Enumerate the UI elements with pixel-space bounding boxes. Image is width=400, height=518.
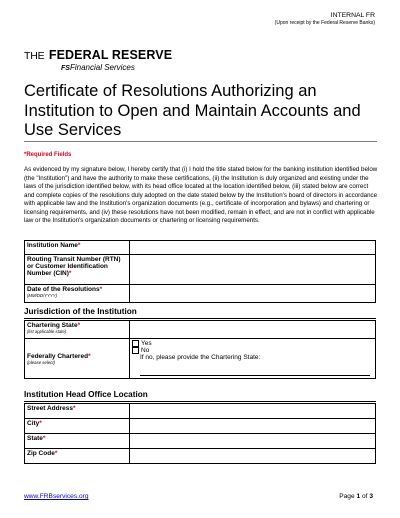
institution-name-label: Institution Name* [25, 241, 130, 255]
jurisdiction-table [24, 320, 376, 379]
city-field[interactable] [130, 419, 376, 434]
title-divider [24, 141, 377, 142]
internal-fr-header [275, 12, 375, 26]
jurisdiction-heading: Jurisdiction of the Institution [24, 307, 137, 316]
zip-code-field[interactable] [130, 449, 376, 464]
no-checkbox[interactable] [132, 347, 139, 354]
required-fields-note: *Required Fields [24, 152, 72, 158]
logo-the: THE [24, 50, 45, 62]
federal-reserve-logo [24, 46, 172, 72]
jurisdiction-rule [24, 318, 376, 319]
yes-label: Yes [141, 340, 152, 348]
page-title: Certificate of Resolutions Authorizing an Institution to Open and Maintain Accounts and Use Services [24, 82, 361, 139]
head-office-rule [24, 401, 376, 402]
state-label: State* [25, 434, 130, 449]
resolution-date-field[interactable] [130, 285, 376, 303]
internal-sublabel: (Upon receipt by the Federal Reserve Banks) [274, 20, 375, 26]
logo-fs-mark: FS [61, 65, 70, 72]
frbservices-link[interactable]: www.FRBservices.org [24, 493, 89, 500]
logo-financial-services: Financial Services [69, 63, 135, 72]
chartering-state-field[interactable] [130, 321, 376, 339]
federally-chartered-label: Federally Chartered* (please select) [25, 339, 130, 379]
chartering-state-line[interactable] [140, 375, 370, 376]
chartering-state-label: Chartering State* (list applicable state) [25, 321, 130, 339]
state-field[interactable] [130, 434, 376, 449]
head-office-heading: Institution Head Office Location [24, 390, 148, 399]
routing-number-field[interactable] [130, 255, 376, 285]
internal-label: INTERNAL FR [330, 12, 375, 19]
zip-code-label: Zip Code* [25, 449, 130, 464]
page-number: Page 1 of 3 [339, 493, 373, 500]
street-address-field[interactable] [130, 404, 376, 419]
routing-number-label: Routing Transit Number (RTN) or Customer Identification Number (CIN)* [25, 255, 130, 285]
institution-table [24, 240, 376, 303]
street-address-label: Street Address* [25, 404, 130, 419]
city-label: City* [25, 419, 130, 434]
head-office-table [24, 403, 376, 464]
logo-federal-reserve: FEDERAL RESERVE [48, 48, 173, 62]
if-no-prompt: If no, please provide the Chartering State: [140, 354, 261, 362]
institution-name-field[interactable] [130, 241, 376, 255]
certification-paragraph: As evidenced by my signature below, I hereby certify that (i) I hold the title stated below for the banking institution identified below (the "Institution") and have the authority to make these certifications, (ii) the Institution is duly organized and existing under the laws of the jurisdiction identified below, with its head office located at the location identified below, (iii) stated below are correct and complete copies of the resolutions duly adopted on the date stated below by the Institution's board of directors in accordance with applicable law and the Institution's organization documents (e.g., certificate of incorporation and bylaws) and chartering or licensing requirements, and (iv) these resolutions have not been modified, remain in effect, and are not in conflict with applicable law or the Institution's organization documents or chartering or licensing requirements. [24, 166, 378, 224]
resolution-date-label: Date of the Resolutions* (MM/DD/YYYY) [25, 285, 130, 303]
no-label: No [141, 347, 150, 355]
yes-checkbox[interactable] [132, 340, 139, 347]
federally-chartered-cell [130, 339, 376, 379]
